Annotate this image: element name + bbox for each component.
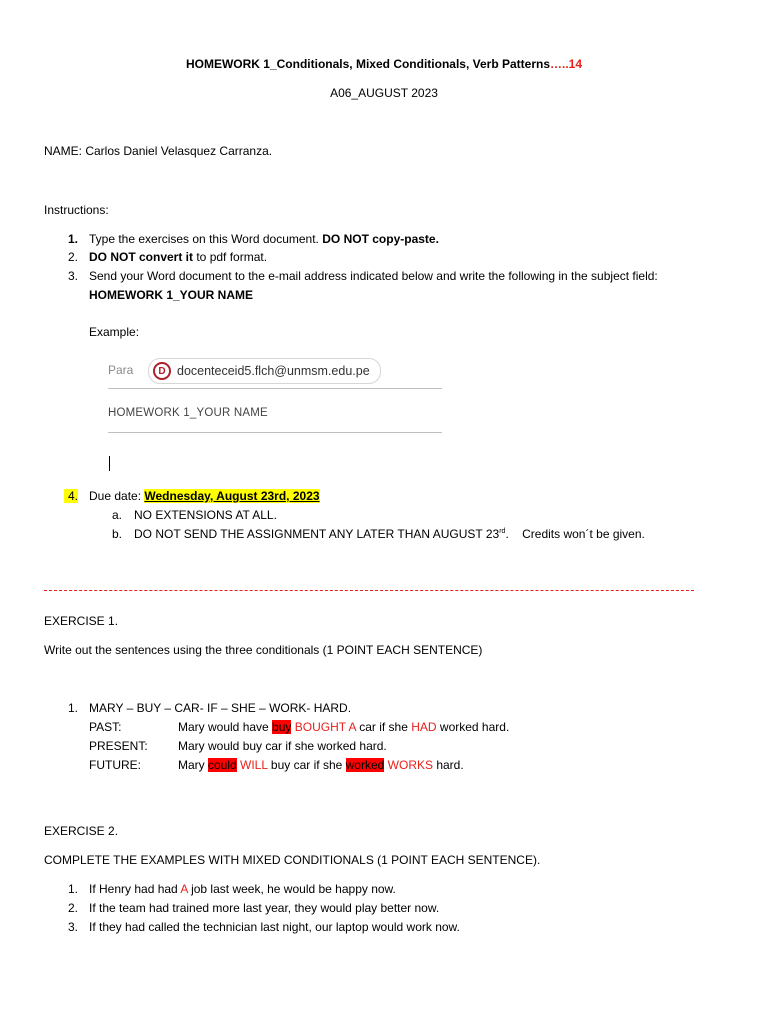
- list-number: 4.: [64, 489, 78, 503]
- email-example: [108, 356, 444, 436]
- sentence: If the team had trained more last year, they would play better now.: [89, 901, 440, 915]
- sub-item-text: DO NOT SEND THE ASSIGNMENT ANY LATER THAN AUGUST 23: [134, 527, 500, 541]
- list-number: 2.: [67, 250, 78, 264]
- list-number: 2.: [67, 901, 78, 915]
- due-date-label: Due date:: [89, 489, 145, 503]
- present-answer: Mary would buy car if she worked hard.: [178, 739, 387, 753]
- correction: HAD: [411, 720, 437, 734]
- document-subtitle: A06_AUGUST 2023: [330, 86, 438, 100]
- recipient-chip[interactable]: [148, 358, 381, 384]
- ordinal-suffix: rd: [499, 528, 506, 535]
- correction: BOUGHT A: [291, 720, 356, 734]
- instructions-heading: Instructions:: [44, 203, 109, 217]
- document-title: [0, 57, 768, 71]
- example-label: Example:: [89, 325, 140, 339]
- due-date: Wednesday, August 23rd, 2023: [144, 489, 320, 503]
- list-number: 1.: [67, 701, 78, 715]
- sub-item-tail: . Credits won´t be given.: [505, 527, 645, 541]
- avatar: D: [153, 362, 171, 380]
- future-label: FUTURE:: [89, 758, 141, 772]
- recipient-address: docenteceid5.flch@unmsm.edu.pe: [177, 364, 370, 378]
- sentence: If they had called the technician last night, our laptop would work now.: [89, 920, 460, 934]
- future-answer: Mary could WILL buy car if she worked WORKS hard.: [178, 758, 464, 772]
- correction: WORKS: [384, 758, 433, 772]
- text-cursor: [109, 456, 110, 471]
- list-number: 3.: [67, 920, 78, 934]
- sub-item-text: NO EXTENSIONS AT ALL.: [134, 508, 277, 522]
- section-divider: [44, 590, 694, 591]
- list-letter: b.: [111, 527, 122, 541]
- exercise-2-heading: EXERCISE 2.: [44, 824, 119, 838]
- correction: A: [180, 882, 188, 896]
- correction: WILL: [236, 758, 268, 772]
- past-answer: Mary would have buy BOUGHT A car if she HAD worked hard.: [178, 720, 510, 734]
- title-main: HOMEWORK 1_Conditionals, Mixed Conditionals, Verb Patterns: [185, 57, 551, 71]
- exercise-1-heading: EXERCISE 1.: [44, 614, 119, 628]
- title-score: …..14: [550, 57, 583, 71]
- struck-word: buy: [272, 720, 292, 734]
- struck-word: worked: [345, 758, 385, 772]
- student-name: NAME: Carlos Daniel Velasquez Carranza.: [44, 144, 273, 158]
- divider: [108, 432, 442, 433]
- exercise-1-instruction: Write out the sentences using the three conditionals (1 POINT EACH SENTENCE): [44, 643, 483, 657]
- instruction-bold: DO NOT convert it: [89, 250, 194, 264]
- struck-word: could: [208, 758, 237, 772]
- instruction-text: to pdf format.: [193, 250, 268, 264]
- instruction-bold: HOMEWORK 1_YOUR NAME: [89, 288, 254, 302]
- list-number: 3.: [67, 269, 78, 283]
- instruction-text: Type the exercises on this Word document.: [89, 232, 323, 246]
- instruction-text: Send your Word document to the e-mail address indicated below and write the following in the subject field:: [89, 269, 658, 283]
- divider: [108, 388, 442, 389]
- exercise-2-instruction: COMPLETE THE EXAMPLES WITH MIXED CONDITIONALS (1 POINT EACH SENTENCE).: [44, 853, 541, 867]
- instruction-bold: DO NOT copy-paste.: [322, 232, 439, 246]
- subject-field[interactable]: HOMEWORK 1_YOUR NAME: [108, 407, 268, 419]
- to-label: Para: [108, 363, 134, 377]
- past-label: PAST:: [89, 720, 122, 734]
- present-label: PRESENT:: [89, 739, 148, 753]
- list-number: 1.: [67, 232, 78, 246]
- list-number: 1.: [67, 882, 78, 896]
- list-letter: a.: [111, 508, 122, 522]
- exercise-1-prompt: MARY – BUY – CAR- IF – SHE – WORK- HARD.: [89, 701, 352, 715]
